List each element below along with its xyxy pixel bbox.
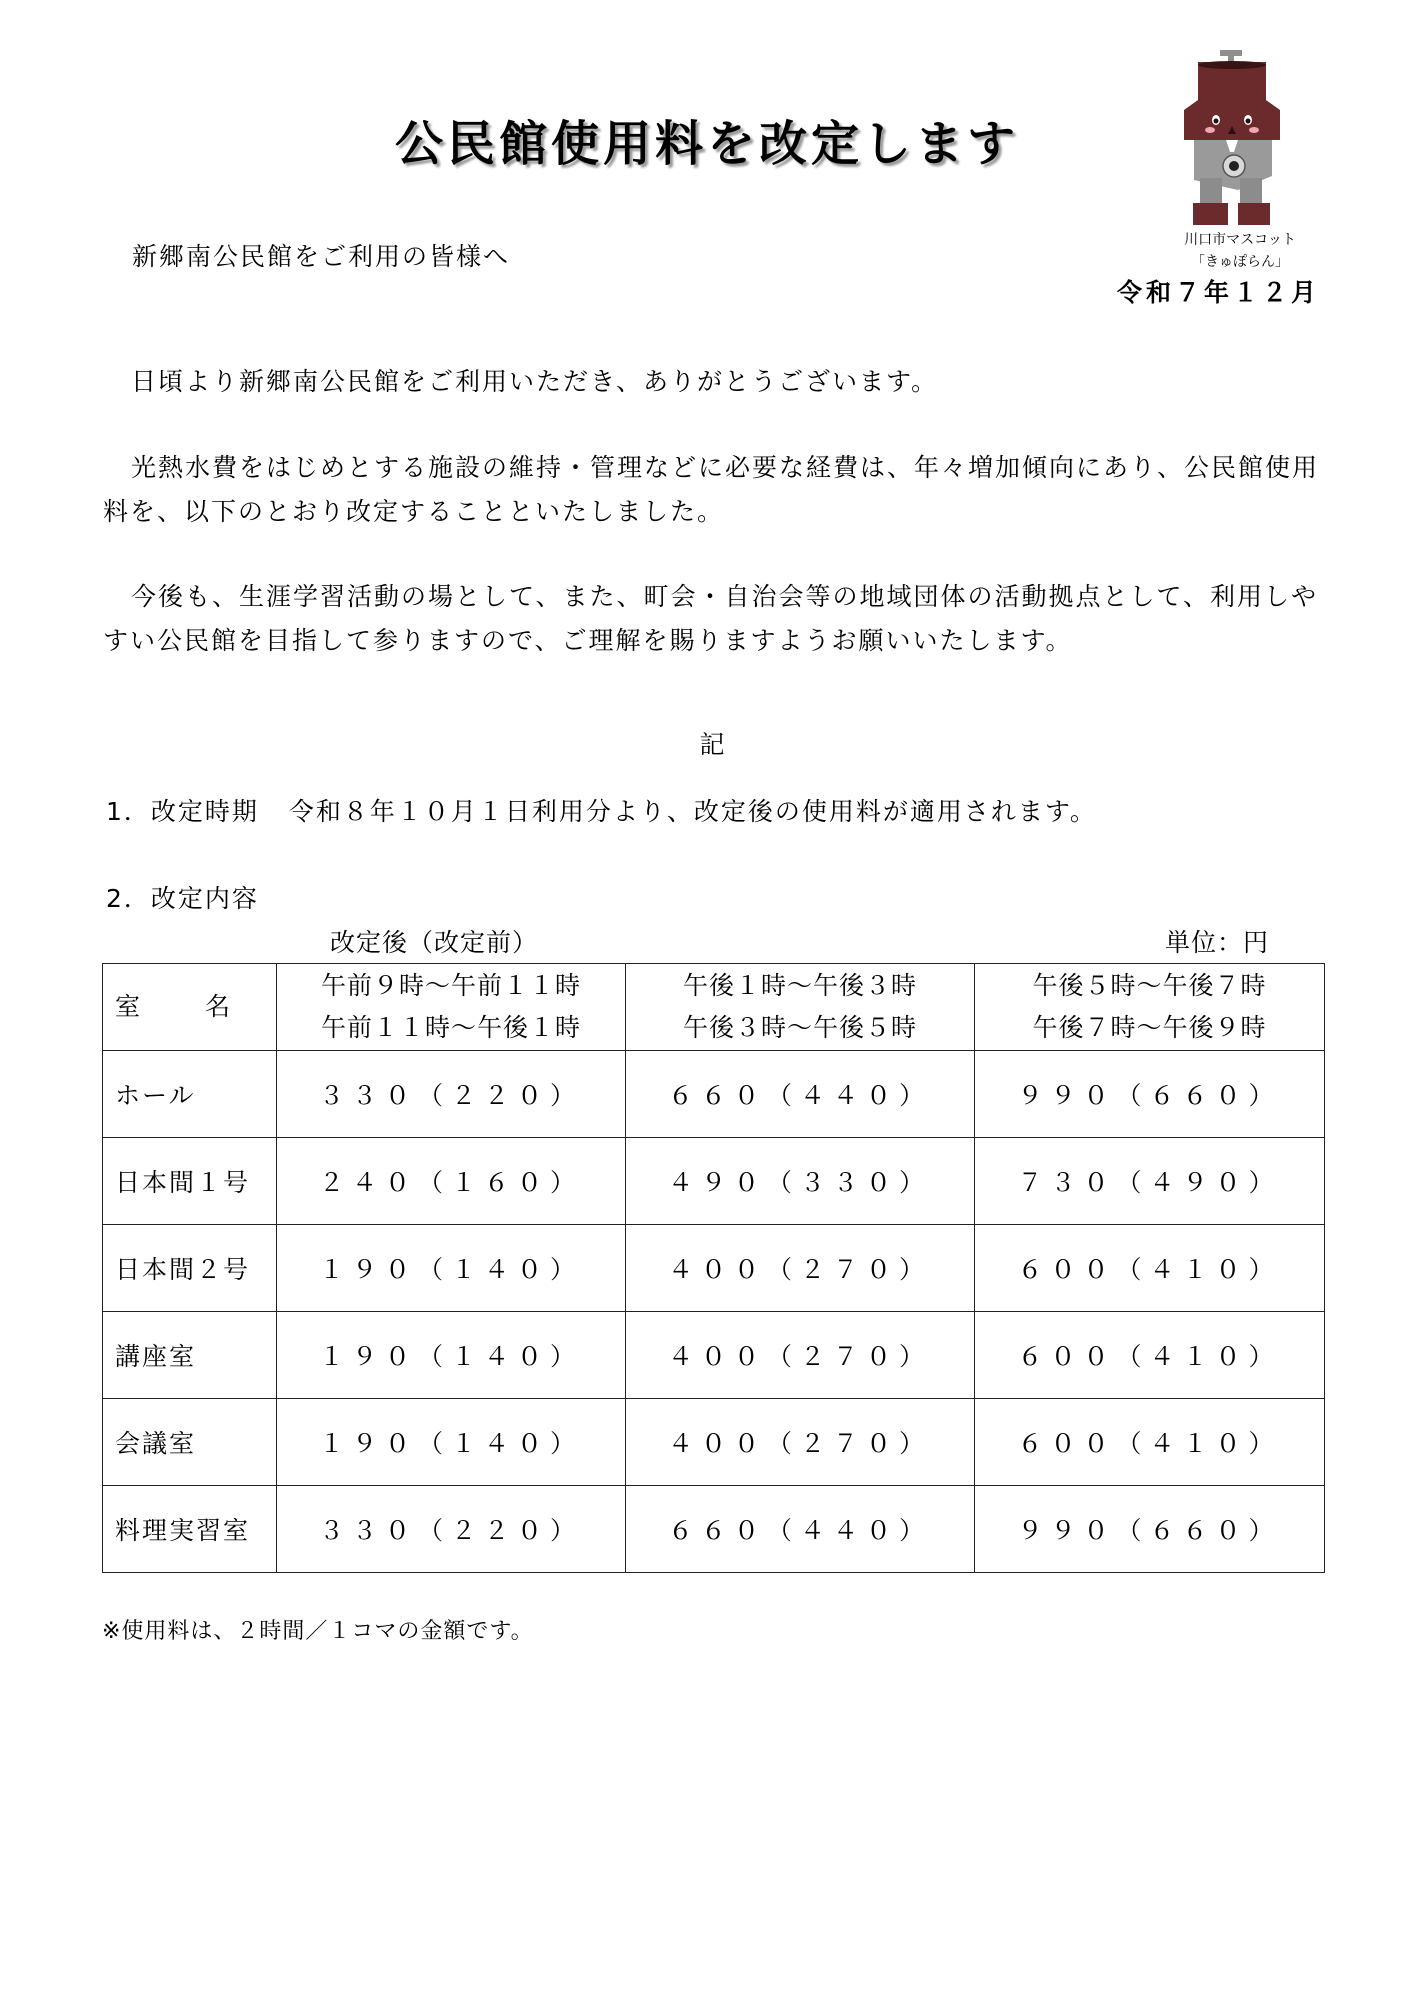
header-room-name: 室 名 bbox=[103, 964, 277, 1051]
table-row bbox=[103, 1399, 1325, 1486]
room-name: ホール bbox=[103, 1051, 277, 1138]
paragraph-greeting bbox=[103, 360, 1325, 404]
footnote: ※使用料は、２時間／１コマの金額です。 bbox=[102, 1619, 534, 1644]
fee-cell: １９０（１４０） bbox=[277, 1312, 626, 1399]
fee-cell: ４９０（３３０） bbox=[626, 1138, 975, 1225]
table-caption-after-before: 改定後（改定前） bbox=[330, 928, 539, 957]
table-row bbox=[103, 1486, 1325, 1573]
mascot-kyuporan-icon bbox=[1178, 48, 1288, 228]
item-label: 2．改定内容 bbox=[106, 884, 259, 913]
slot-line: 午後１時～午後３時 bbox=[682, 971, 917, 1000]
mascot-caption bbox=[1150, 229, 1330, 273]
slot-line: 午前１１時～午後１時 bbox=[320, 1013, 581, 1042]
fee-cell: ６６０（４４０） bbox=[626, 1486, 975, 1573]
item-text: 令和８年１０月１日利用分より、改定後の使用料が適用されます。 bbox=[288, 797, 1097, 826]
table-row bbox=[103, 1051, 1325, 1138]
header-slot-afternoon bbox=[626, 964, 975, 1051]
paragraph-request bbox=[103, 575, 1325, 663]
header-slot-evening bbox=[975, 964, 1325, 1051]
room-name: 講座室 bbox=[103, 1312, 277, 1399]
fee-cell: ９９０（６６０） bbox=[975, 1486, 1325, 1573]
paragraph-reason bbox=[103, 446, 1325, 534]
table-row bbox=[103, 1225, 1325, 1312]
fee-cell: ７３０（４９０） bbox=[975, 1138, 1325, 1225]
fee-cell: ６００（４１０） bbox=[975, 1225, 1325, 1312]
item-revision-date bbox=[106, 795, 1097, 829]
slot-line: 午前９時～午前１１時 bbox=[320, 971, 581, 1000]
slot-line: 午後３時～午後５時 bbox=[682, 1013, 917, 1042]
ki-heading: 記 bbox=[699, 730, 725, 759]
issue-date: 令和７年１２月 bbox=[1117, 278, 1321, 307]
mascot-caption-line2: 「きゅぽらん」 bbox=[1191, 254, 1289, 270]
paragraph-text: 今後も、生涯学習活動の場として、また、町会・自治会等の地域団体の活動拠点として、利用しやすい公民館を目指して参りますので、ご理解を賜りますようお願いいたします。 bbox=[103, 582, 1319, 655]
table-header-row bbox=[103, 964, 1325, 1051]
fee-cell: ４００（２７０） bbox=[626, 1399, 975, 1486]
fee-cell: １９０（１４０） bbox=[277, 1225, 626, 1312]
table-row bbox=[103, 1138, 1325, 1225]
room-name: 料理実習室 bbox=[103, 1486, 277, 1573]
room-name: 日本間２号 bbox=[103, 1225, 277, 1312]
slot-line: 午後７時～午後９時 bbox=[1032, 1013, 1267, 1042]
fee-cell: ２４０（１６０） bbox=[277, 1138, 626, 1225]
fee-cell: ６００（４１０） bbox=[975, 1399, 1325, 1486]
fee-cell: ３３０（２２０） bbox=[277, 1051, 626, 1138]
fee-cell: ６６０（４４０） bbox=[626, 1051, 975, 1138]
mascot-caption-line1: 川口市マスコット bbox=[1184, 232, 1296, 248]
fee-cell: ９９０（６６０） bbox=[975, 1051, 1325, 1138]
header-slot-morning bbox=[277, 964, 626, 1051]
fee-table bbox=[102, 963, 1325, 1573]
slot-line: 午後５時～午後７時 bbox=[1032, 971, 1267, 1000]
fee-cell: ４００（２７０） bbox=[626, 1225, 975, 1312]
table-caption-unit: 単位：円 bbox=[1165, 928, 1270, 957]
fee-cell: １９０（１４０） bbox=[277, 1399, 626, 1486]
fee-cell: ３３０（２２０） bbox=[277, 1486, 626, 1573]
table-row bbox=[103, 1312, 1325, 1399]
item-revision-content bbox=[106, 882, 259, 916]
item-label: 1．改定時期 bbox=[106, 797, 259, 826]
room-name: 会議室 bbox=[103, 1399, 277, 1486]
paragraph-text: 日頃より新郷南公民館をご利用いただき、ありがとうございます。 bbox=[131, 367, 939, 396]
page-title: 公民館使用料を改定します bbox=[394, 116, 1019, 172]
fee-cell: ４００（２７０） bbox=[626, 1312, 975, 1399]
room-name: 日本間１号 bbox=[103, 1138, 277, 1225]
fee-cell: ６００（４１０） bbox=[975, 1312, 1325, 1399]
salutation: 新郷南公民館をご利用の皆様へ bbox=[132, 242, 511, 271]
paragraph-text: 光熱水費をはじめとする施設の維持・管理などに必要な経費は、年々増加傾向にあり、公民館使用料を、以下のとおり改定することといたしました。 bbox=[103, 453, 1320, 526]
